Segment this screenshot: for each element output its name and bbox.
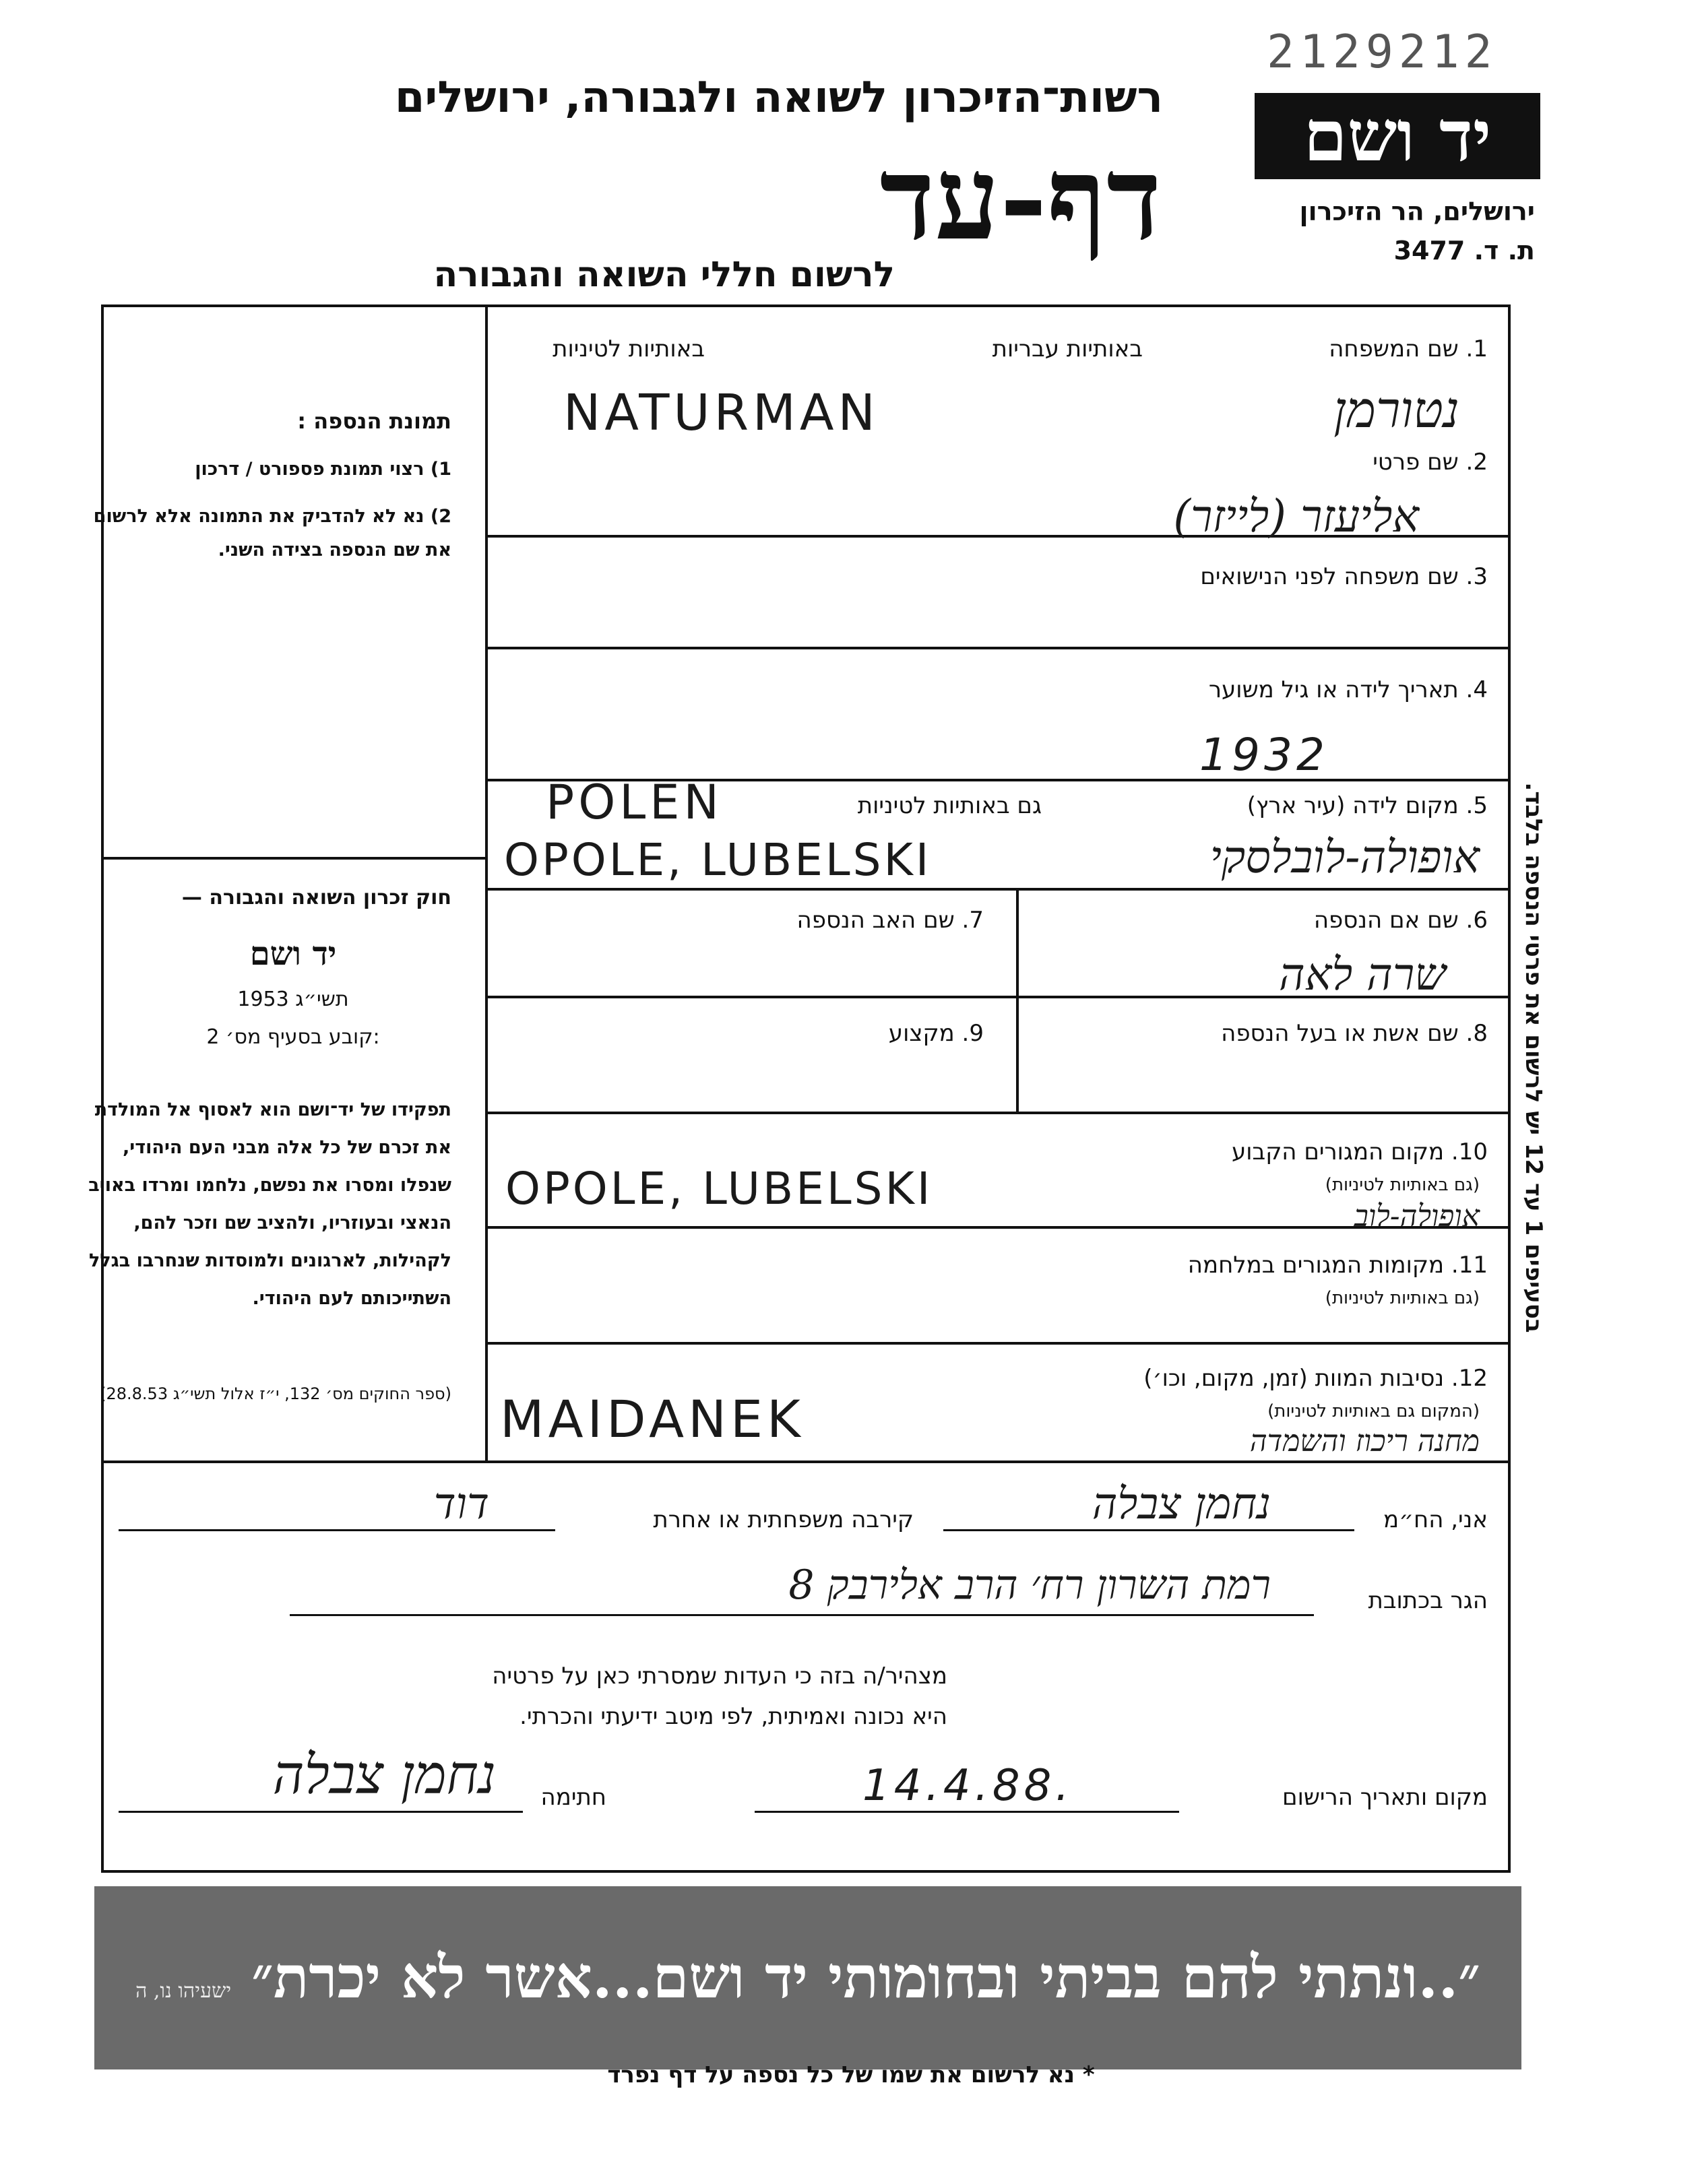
law-source: (ספר החוקים מס׳ 132, י״ז אלול תשי״ג 28.8.53) xyxy=(100,1384,451,1403)
field-12-note: (המקום גם באותיות לטיניות) xyxy=(1267,1401,1480,1421)
field-10-note: (גם באותיות לטיניות) xyxy=(1325,1175,1480,1195)
side-instruction: בסעיפים 1 עד 12 יש לרשום את פרטי הנספה בלבד. xyxy=(1520,782,1547,1333)
field-4-label: 4. תאריך לידה או גיל משוער xyxy=(1208,676,1488,703)
birth-country[interactable]: POLEN xyxy=(546,775,723,830)
relation-label: קירבה משפחתית או אחרת xyxy=(653,1506,914,1533)
field-1-hebrew-col: באותיות עבריות xyxy=(992,335,1143,362)
law-clause: קובע בסעיף מס׳ 2: xyxy=(206,1025,380,1049)
signature-label: חתימה xyxy=(540,1784,606,1811)
address-value[interactable]: רמת השרון רח׳ הרב אלירבק 8 xyxy=(788,1562,1271,1609)
field-7-label: 7. שם האב הנספה xyxy=(796,907,984,934)
page-subtitle: לרשום חללי השואה והגבורה xyxy=(433,255,895,295)
field-1-latin-col: באותיות לטיניות xyxy=(553,335,705,362)
column-divider xyxy=(485,304,488,1463)
serial-number: 2129212 xyxy=(1267,26,1498,79)
field-11-label: 11. מקומות המגורים במלחמה xyxy=(1187,1252,1488,1279)
row-line xyxy=(485,1342,1511,1345)
field-1-label: 1. שם המשפחה xyxy=(1329,335,1488,362)
photo-instruction-1: 1) רצוי תמונת פספורט / דרכון xyxy=(195,459,451,480)
residence-hebrew[interactable]: אופולה-לוב xyxy=(1354,1199,1480,1233)
place-date-label: מקום ותאריך הרישום xyxy=(1282,1784,1488,1811)
declarant-name-line xyxy=(943,1529,1354,1531)
relation-value[interactable]: דוד xyxy=(433,1479,489,1529)
logo-pobox: ת. ד. 3477 xyxy=(1393,236,1535,265)
birth-place-latin[interactable]: OPOLE, LUBELSKI xyxy=(504,834,932,886)
declarant-signature[interactable]: נחמן צבלה xyxy=(272,1743,496,1806)
declaration-text-1: מצהיר/ה בזה כי העדות שמסרתי כאן על פרטיה xyxy=(492,1663,947,1690)
address-label: הגר בכתובת xyxy=(1368,1587,1488,1614)
field-11-note: (גם באותיות לטיניות) xyxy=(1325,1288,1480,1308)
field-2-label: 2. שם פרטי xyxy=(1373,449,1488,476)
row-line xyxy=(485,1112,1511,1114)
first-name-hebrew[interactable]: אליעזר (לייזר) xyxy=(1173,490,1419,542)
family-name-latin[interactable]: NATURMAN xyxy=(563,384,879,442)
field-10-label: 10. מקום המגורים הקבוע xyxy=(1231,1138,1488,1165)
birth-year[interactable]: 1932 xyxy=(1199,729,1329,781)
banner-citation: ישעיהו נו, ה xyxy=(135,1979,232,2003)
row-line xyxy=(101,1460,1511,1463)
address-line xyxy=(290,1614,1314,1616)
family-name-hebrew[interactable]: נטורמן xyxy=(1333,381,1459,439)
field-5-latin-note: גם באותיות לטיניות xyxy=(857,792,1042,819)
date-line xyxy=(755,1811,1179,1813)
row-split xyxy=(1016,888,1019,1112)
law-text: תפקידו של יד־ושם הוא לאסוף אל המולדת את זכרם של כל אלה מבני העם היהודי, שנפלו ומסרו את נפשם, נלחמו ומרדו באויב הנאצי ובעוזריו, ולהציב שם וזכר להם, לקהילות, לארגונים ולמוסדות שנחרבו בגלל השתייכותם לעם היהודי. xyxy=(88,1099,451,1309)
authority-heading: רשות־הזיכרון לשואה ולגבורה, ירושלים xyxy=(394,73,1163,123)
field-12-label: 12. נסיבות המוות (זמן, מקום, וכו׳) xyxy=(1143,1365,1488,1392)
row-line xyxy=(485,647,1511,649)
logo-address: ירושלים, הר הזיכרון xyxy=(1299,197,1535,226)
mother-name-hebrew[interactable]: שרה לאה xyxy=(1279,949,1446,1000)
law-year: תשי״ג 1953 xyxy=(237,988,349,1011)
law-heading: חוק זכרון השואה והגבורה — xyxy=(181,886,451,909)
field-9-label: 9. מקצוע xyxy=(888,1020,984,1047)
yad-vashem-logo: יד ושם xyxy=(1255,93,1540,179)
field-6-label: 6. שם אם הנספה xyxy=(1313,907,1488,934)
photo-heading: תמונת הנספה : xyxy=(297,408,451,434)
registration-date[interactable]: 14.4.88. xyxy=(862,1761,1073,1811)
photo-instruction-2: 2) נא לא להדביק את התמונה אלא לרשום את שם הנספה בצידה השני. xyxy=(93,506,451,560)
field-3-label: 3. שם משפחה לפני הנישואים xyxy=(1200,563,1488,590)
declarant-label: אני, הח״מ xyxy=(1383,1506,1488,1533)
declarant-name[interactable]: נחמן צבלה xyxy=(1092,1479,1271,1529)
residence-latin[interactable]: OPOLE, LUBELSKI xyxy=(505,1163,933,1215)
death-place-latin[interactable]: MAIDANEK xyxy=(500,1389,805,1449)
death-circumstances-hebrew[interactable]: מחנה ריכוז והשמדה xyxy=(1249,1424,1480,1458)
field-5-label: 5. מקום לידה (עיר ארץ) xyxy=(1247,792,1488,819)
field-8-label: 8. שם אשת או בעל הנספה xyxy=(1221,1020,1488,1047)
quote-banner xyxy=(94,1886,1521,2069)
declaration-text-2: היא נכונה ואמיתית, לפי מיטב ידיעתי והכרתי. xyxy=(519,1703,947,1730)
law-org-name: יד ושם xyxy=(249,935,337,973)
page-title: דף-עד xyxy=(879,131,1162,266)
panel-divider xyxy=(101,857,488,860)
row-line xyxy=(485,888,1511,891)
birth-place-hebrew[interactable]: אופולה-לובלסקי xyxy=(1209,831,1480,883)
banner-quote: ״..ונתתי להם בביתי ובחומותי יד ושם...אשר לא יכרת״ xyxy=(251,1944,1480,2012)
relation-line xyxy=(119,1529,555,1531)
signature-line xyxy=(119,1811,523,1813)
footer-note: * נא לרשום את שמו של כל נספה על דף נפרד xyxy=(607,2061,1095,2088)
